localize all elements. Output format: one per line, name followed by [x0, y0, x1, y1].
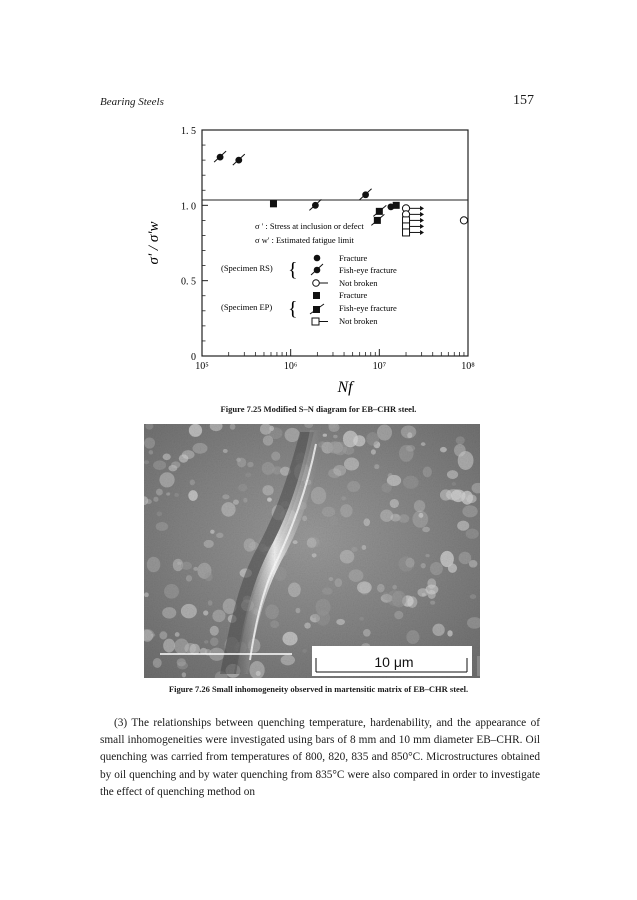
micrograph-grain	[452, 482, 457, 486]
micrograph-grain	[304, 622, 310, 628]
micrograph-grain	[271, 451, 280, 460]
micrograph-grain	[421, 442, 426, 446]
legend-ep-notbroken-marker	[312, 318, 328, 325]
legend-stress-def: σ ' : Stress at inclusion or defect	[255, 221, 364, 231]
micrograph-grain	[456, 436, 465, 444]
micrograph-grain	[377, 584, 385, 592]
sn-diagram	[0, 0, 637, 420]
micrograph-grain	[247, 462, 253, 468]
micrograph-grain	[182, 672, 186, 677]
body-text	[100, 715, 540, 801]
micrograph-grain	[392, 585, 397, 590]
micrograph-grain	[363, 629, 371, 637]
micrograph-grain	[177, 658, 186, 666]
micrograph-grain	[425, 554, 429, 557]
micrograph-grain	[403, 476, 419, 489]
micrograph-grain	[208, 600, 213, 606]
micrograph-grain	[238, 484, 247, 492]
micrograph-grain	[233, 499, 239, 504]
y-tick-label: 1. 5	[181, 126, 196, 137]
micrograph-grain	[262, 462, 275, 475]
data-point-circle-tail	[214, 151, 226, 162]
scale-bar-label: 10 μm	[374, 654, 414, 670]
micrograph-grain	[359, 617, 364, 621]
micrograph-grain	[267, 497, 272, 501]
micrograph-grain	[213, 648, 218, 652]
micrograph-grain	[164, 584, 179, 599]
micrograph-grain	[174, 493, 179, 497]
micrograph-grain	[204, 640, 208, 643]
micrograph-grain	[153, 460, 166, 470]
x-axis-label: Nf	[337, 379, 353, 396]
micrograph-grain	[327, 441, 343, 453]
micrograph-grain	[459, 552, 472, 565]
legend-brace-rs: {	[288, 259, 298, 281]
micrograph-grain	[344, 458, 359, 471]
micrograph-grain	[362, 545, 367, 550]
micrograph-grain	[245, 473, 251, 478]
micrograph-grain	[426, 585, 439, 595]
micrograph-grain	[288, 583, 301, 598]
data-point-circle-tail	[233, 154, 245, 165]
micrograph-grain	[265, 604, 279, 619]
micrograph-grain	[401, 426, 416, 439]
data-point-square	[393, 202, 400, 209]
micrograph-grain	[446, 489, 462, 500]
micrograph-grain	[210, 637, 218, 646]
micrograph-grain	[432, 624, 444, 636]
legend-rs-fisheye-label: Fish-eye fracture	[339, 265, 397, 275]
running-title: Bearing Steels	[100, 96, 164, 108]
micrograph-grain	[171, 461, 180, 468]
micrograph-grain	[174, 638, 189, 654]
micrograph-grain	[156, 489, 163, 496]
micrograph-grain	[380, 510, 393, 522]
micrograph-grain	[193, 567, 198, 571]
micrograph-grain	[322, 587, 332, 594]
figure-726-caption: Figure 7.26 Small inhomogeneity observed in martensitic matrix of EB–CHR steel.	[168, 684, 469, 694]
micrograph-grain	[388, 473, 393, 478]
micrograph-grain	[163, 639, 175, 653]
micrograph-grain	[371, 449, 376, 454]
micrograph-grain	[270, 620, 279, 628]
data-point-open-square-arrow	[403, 229, 425, 236]
micrograph-grain	[205, 572, 213, 581]
micrograph-grain	[153, 658, 162, 668]
micrograph-grain	[336, 619, 345, 625]
legend-brace-ep: {	[288, 298, 298, 320]
micrograph-grain	[364, 518, 371, 526]
micrograph-grain	[243, 498, 247, 503]
data-point-square	[270, 200, 277, 207]
micrograph-grain	[144, 592, 149, 597]
micrograph-grain	[181, 604, 197, 618]
micrograph-grain	[405, 558, 414, 568]
data-point-circle-tail	[309, 199, 321, 210]
micrograph-grain	[349, 569, 364, 581]
data-point-open-circle-arrow	[460, 217, 482, 224]
micrograph-grain	[374, 464, 379, 469]
micrograph-grain	[334, 578, 342, 587]
micrograph-grain	[149, 450, 154, 454]
micrograph-grain	[182, 450, 195, 459]
micrograph-grain	[281, 655, 295, 666]
micrograph	[144, 424, 480, 678]
micrograph-grain	[423, 467, 432, 478]
micrograph-grain	[440, 447, 447, 452]
micrograph-grain	[212, 610, 225, 623]
micrograph-grain	[462, 505, 477, 517]
micrograph-grain	[262, 485, 273, 495]
micrograph-grain	[340, 504, 352, 517]
micrograph-grain	[302, 649, 306, 653]
micrograph-grain	[282, 632, 297, 646]
legend-rs-fracture-marker	[314, 255, 321, 262]
y-tick-label: 1. 0	[181, 201, 196, 213]
micrograph-grain	[447, 470, 458, 479]
y-axis-label: σ' / σ'w	[146, 221, 162, 265]
micrograph-grain	[381, 483, 392, 493]
micrograph-grain	[147, 557, 160, 573]
micrograph-grain	[390, 499, 399, 508]
micrograph-grain	[190, 480, 195, 486]
x-tick-label: 10⁵	[195, 361, 209, 372]
micrograph-grain	[329, 516, 338, 526]
y-tick-label: 0. 5	[181, 276, 196, 288]
micrograph-grain	[466, 529, 479, 539]
micrograph-grain	[166, 492, 170, 495]
micrograph-grain	[430, 601, 435, 605]
micrograph-grain	[357, 581, 372, 593]
legend-fatigue-def: σ w' : Estimated fatigue limit	[255, 235, 354, 245]
micrograph-grain	[387, 590, 403, 606]
micrograph-grain	[347, 481, 360, 492]
micrograph-grain	[394, 611, 403, 620]
micrograph-grain	[293, 540, 298, 544]
micrograph-grain	[307, 538, 317, 548]
micrograph-grain	[302, 516, 307, 521]
micrograph-grain	[186, 575, 192, 581]
legend-ep-fisheye-marker	[310, 304, 324, 314]
legend-rs-fisheye-marker	[311, 264, 323, 275]
micrograph-grain	[419, 513, 424, 518]
micrograph-grain	[210, 626, 219, 636]
page-number: 157	[513, 93, 534, 108]
micrograph-grain	[421, 563, 426, 568]
micrograph-grain	[340, 550, 355, 564]
micrograph-grain	[422, 527, 430, 533]
micrograph-grain	[144, 460, 149, 464]
micrograph-grain	[316, 610, 330, 625]
legend-rs-fracture-label: Fracture	[339, 253, 368, 263]
micrograph-grain	[333, 435, 337, 439]
body-paragraph: (3) The relationships between quenching temperature, hardenability, and the appearance of small inhomogeneities were investigated using bars of 8 mm and 10 mm diameter EB–CHR. Oil quenching was carried from temperatures of 800, 820, 835 and 850°C. Microstructures obtained by oil quenching and by water quenching from 835°C were also compared in order to investigate the effect of quenching method on	[100, 717, 540, 798]
micrograph-grain	[163, 454, 171, 461]
legend-rs-notbroken-marker	[313, 280, 328, 287]
micrograph-grain	[189, 424, 202, 437]
legend-ep-fracture-label: Fracture	[339, 290, 368, 300]
micrograph-grain	[144, 438, 155, 449]
micrograph-grain	[175, 632, 180, 637]
micrograph-grain	[454, 444, 466, 457]
photo-edge-mark	[477, 656, 480, 676]
micrograph-grain	[159, 472, 174, 487]
micrograph-grain	[312, 614, 317, 618]
legend-ep-fracture-marker	[313, 292, 320, 299]
micrograph-grain	[329, 577, 334, 581]
micrograph-grain	[192, 443, 207, 454]
micrograph-grain	[377, 424, 392, 440]
micrograph-grain	[159, 631, 167, 639]
legend-group-ep: (Specimen EP)	[221, 302, 273, 312]
micrograph-grain	[157, 512, 162, 517]
micrograph-grain	[216, 533, 223, 538]
micrograph-grain	[210, 530, 215, 534]
micrograph-grain	[406, 630, 419, 644]
micrograph-grain	[263, 435, 273, 445]
micrograph-grain	[237, 458, 246, 468]
micrograph-grain	[156, 522, 168, 531]
micrograph-grain	[221, 502, 235, 517]
micrograph-grain	[343, 431, 358, 448]
micrograph-grain	[295, 608, 300, 614]
x-tick-label: 10⁶	[283, 361, 298, 372]
legend-rs-notbroken-label: Not broken	[339, 278, 378, 288]
micrograph-grain	[162, 607, 176, 618]
micrograph-grain	[203, 610, 208, 615]
micrograph-grain	[448, 563, 457, 572]
legend-ep-notbroken-label: Not broken	[339, 316, 378, 326]
micrograph-grain	[341, 496, 346, 500]
micrograph-grain	[285, 428, 300, 442]
micrograph-grain	[457, 521, 469, 531]
micrograph-grain	[414, 500, 425, 512]
micrograph-grain	[311, 487, 326, 504]
micrograph-grain	[153, 497, 158, 502]
y-tick-label: 0	[191, 352, 196, 363]
micrograph-grain	[204, 540, 214, 548]
legend-group-rs: (Specimen RS)	[221, 263, 273, 273]
micrograph-grain	[398, 514, 409, 523]
micrograph-grain	[447, 630, 452, 636]
micrograph-grain	[382, 592, 389, 600]
micrograph-grain	[399, 445, 414, 462]
data-point-circle-tail	[360, 189, 372, 200]
x-tick-label: 10⁸	[461, 361, 475, 372]
micrograph-grain	[430, 562, 443, 575]
legend-ep-fisheye-label: Fish-eye fracture	[339, 303, 397, 313]
micrograph-grain	[333, 465, 346, 476]
micrograph-grain	[322, 507, 335, 517]
micrograph-grain	[188, 490, 198, 501]
x-tick-label: 10⁷	[372, 361, 387, 372]
micrograph-grain	[470, 594, 476, 599]
micrograph-grain	[223, 449, 228, 453]
micrograph-grain	[244, 538, 256, 551]
micrograph-grain	[312, 553, 317, 557]
figure-725-caption: Figure 7.25 Modified S–N diagram for EB–CHR steel.	[220, 404, 417, 414]
micrograph-grain	[351, 547, 357, 552]
micrograph-grain	[181, 562, 192, 570]
micrograph-grain	[222, 494, 229, 499]
micrograph-grain	[366, 432, 379, 445]
